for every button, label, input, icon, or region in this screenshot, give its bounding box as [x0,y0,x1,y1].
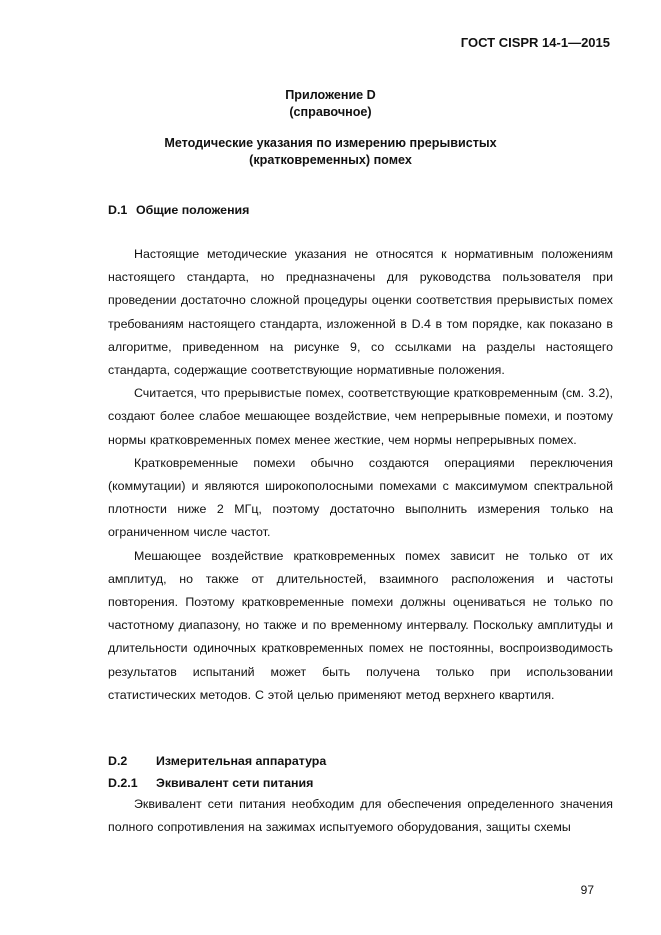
appendix-title: Приложение D [285,88,376,102]
section-body-d1 [108,243,613,707]
section-number: D.2 [108,754,128,768]
section-number: D.1 [108,203,128,217]
section-heading-d1 [108,202,249,218]
section-heading-d2 [108,753,326,769]
appendix-subtitle: (справочное) [289,105,372,119]
page-number: 97 [580,883,594,897]
section-number: D.2.1 [108,776,138,790]
section-body-d21 [108,793,613,839]
section-title: Общие положения [136,203,250,217]
paragraph: Кратковременные помехи обычно создаются операциями переключения (коммутации) и являются широкополосными помехами с максимумом спектральной плотности ниже 2 МГц, поэтому достаточно выполнить измерения только на ограниченном числе частот. [108,455,613,540]
appendix-heading-line-1: Методические указания по измерению прерывистых [164,136,497,150]
section-title: Измерительная аппаратура [156,754,327,768]
paragraph: Эквивалент сети питания необходим для обеспечения определенного значения полного сопротивления на зажимах испытуемого оборудования, защиты схемы [108,797,613,835]
standard-designation: ГОСТ CISPR 14-1—2015 [460,35,610,50]
paragraph: Настоящие методические указания не относятся к нормативным положениям настоящего стандарта, но предназначены для руководства пользователя при проведении достаточно сложной процедуры оценки соответствия прерывистых помех требованиям настоящего стандарта, изложенной в D.4 в том порядке, как показано в алгоритме, приведенном на рисунке 9, со ссылками на разделы настоящего стандарта, содержащие соответствующие нормативные положения. [108,247,613,378]
paragraph: Мешающее воздействие кратковременных помех зависит не только от их амплитуд, но также от длительностей, взаимного расположения и частоты повторения. Поэтому кратковременные помехи должны оцениваться не только по частотному диапазону, но также и по временному интервалу. Поскольку амплитуды и длительности одиночных кратковременных помех не постоянны, воспроизводимость результатов испытаний может быть получена только при использовании статистических методов. С этой целью применяют метод верхнего квартиля. [108,548,613,702]
section-heading-d21 [108,775,313,791]
paragraph: Считается, что прерывистые помех, соответствующие кратковременным (см. 3.2), создают более слабое мешающее воздействие, чем непрерывные помехи, и поэтому нормы кратковременных помех менее жесткие, чем нормы непрерывных помех. [108,386,613,447]
appendix-heading-line-2: (кратковременных) помех [249,153,412,167]
section-title: Эквивалент сети питания [156,776,314,790]
